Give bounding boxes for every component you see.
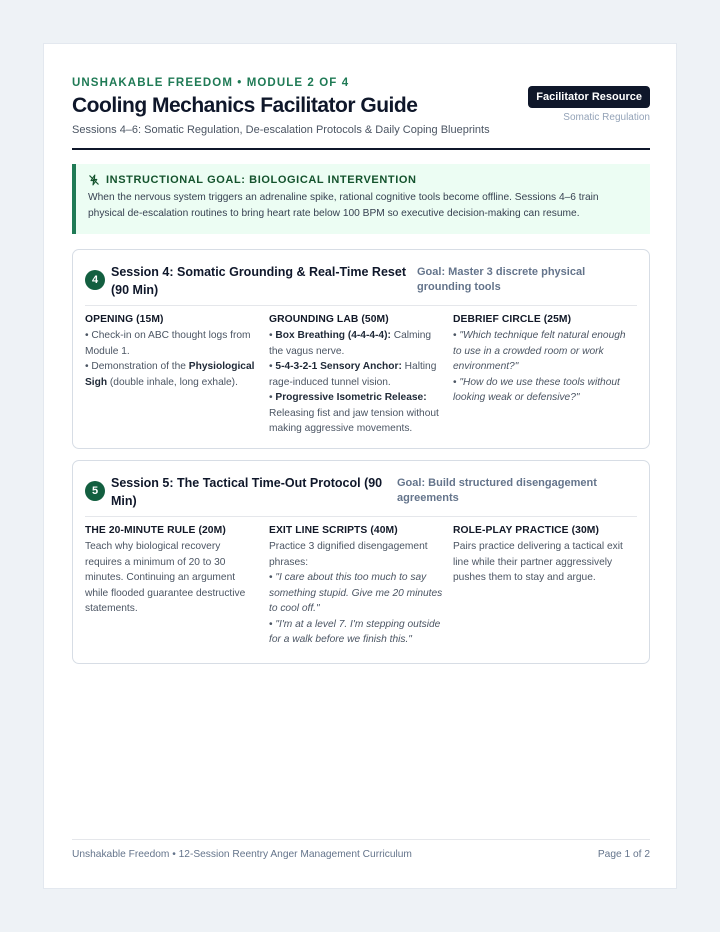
session-divider: [85, 516, 637, 517]
goal-text: When the nervous system triggers an adrenaline spike, rational cognitive tools become offline. Sessions 4–6 train physical de-escalation routines to bring heart rate below 100 BPM so executive decision-making can resume.: [88, 192, 599, 219]
goal-title: INSTRUCTIONAL GOAL: BIOLOGICAL INTERVENTION: [106, 174, 417, 186]
column-heading: OPENING (15M): [85, 314, 164, 325]
session-column: [269, 314, 453, 437]
module-kicker: UNSHAKABLE FREEDOM • MODULE 2 OF 4: [72, 77, 350, 89]
session-goal: Goal: Build structured disengagement agreements: [397, 477, 597, 504]
session-column: [453, 525, 637, 648]
list-item: • 5-4-3-2-1 Sensory Anchor: Halting rage-induced tunnel vision.: [269, 361, 437, 388]
badge-subtitle: Somatic Regulation: [563, 112, 650, 123]
session-number-badge: 4: [85, 270, 105, 290]
instructional-goal-box: [72, 164, 650, 234]
session-column: [85, 525, 269, 648]
list-item: • Box Breathing (4-4-4-4): Calming the vagus nerve.: [269, 330, 432, 357]
column-heading: EXIT LINE SCRIPTS (40M): [269, 525, 398, 536]
list-item: • "I'm at a level 7. I'm stepping outside for a walk before we finish this.": [269, 618, 441, 645]
session-goal: Goal: Master 3 discrete physical grounding tools: [417, 266, 586, 293]
column-text: Pairs practice delivering a tactical exit line while their partner aggressively pushes them to stay and argue.: [453, 541, 623, 583]
column-heading: ROLE-PLAY PRACTICE (30M): [453, 525, 600, 536]
session-column: [453, 314, 637, 437]
column-text: Practice 3 dignified disengagement phrases:: [269, 541, 428, 568]
list-item: • "How do we use these tools without looking weak or defensive?": [453, 376, 620, 403]
list-item: • Check-in on ABC thought logs from Module 1.: [85, 330, 251, 357]
header-divider: [72, 148, 650, 150]
footer-curriculum: Unshakable Freedom • 12-Session Reentry Anger Management Curriculum: [72, 849, 412, 860]
footer-divider: [72, 839, 650, 840]
column-heading: GROUNDING LAB (50M): [269, 314, 389, 325]
page-title: Cooling Mechanics Facilitator Guide: [72, 94, 418, 117]
list-item: • "Which technique felt natural enough to use in a crowded room or work environment?": [453, 330, 626, 372]
session-number-badge: 5: [85, 481, 105, 501]
session-divider: [85, 305, 637, 306]
document-page: [43, 43, 677, 889]
no-lightning-icon: [88, 174, 100, 186]
session-title: Session 5: The Tactical Time-Out Protocol (90 Min): [111, 476, 383, 508]
session-card-4: [72, 249, 650, 449]
page-number: Page 1 of 2: [597, 849, 650, 860]
list-item: • "I care about this too much to say something stupid. Give me 20 minutes to cool off.": [269, 572, 443, 614]
column-heading: THE 20-MINUTE RULE (20M): [85, 525, 226, 536]
list-item: • Demonstration of the Physiological Sigh (double inhale, long exhale).: [85, 361, 255, 388]
list-item: • Progressive Isometric Release: Releasing fist and jaw tension without making aggressive movements.: [269, 392, 439, 434]
facilitator-badge: Facilitator Resource: [528, 86, 650, 108]
page-subtitle: Sessions 4–6: Somatic Regulation, De-escalation Protocols & Daily Coping Blueprints: [72, 124, 490, 136]
session-card-5: [72, 460, 650, 664]
session-column: [85, 314, 269, 437]
session-title: Session 4: Somatic Grounding & Real-Time Reset (90 Min): [111, 265, 406, 297]
column-heading: DEBRIEF CIRCLE (25M): [453, 314, 572, 325]
session-column: [269, 525, 453, 648]
column-text: Teach why biological recovery requires a minimum of 20 to 30 minutes. Continuing an argument while flooded guarantee destructive statements.: [85, 541, 246, 614]
